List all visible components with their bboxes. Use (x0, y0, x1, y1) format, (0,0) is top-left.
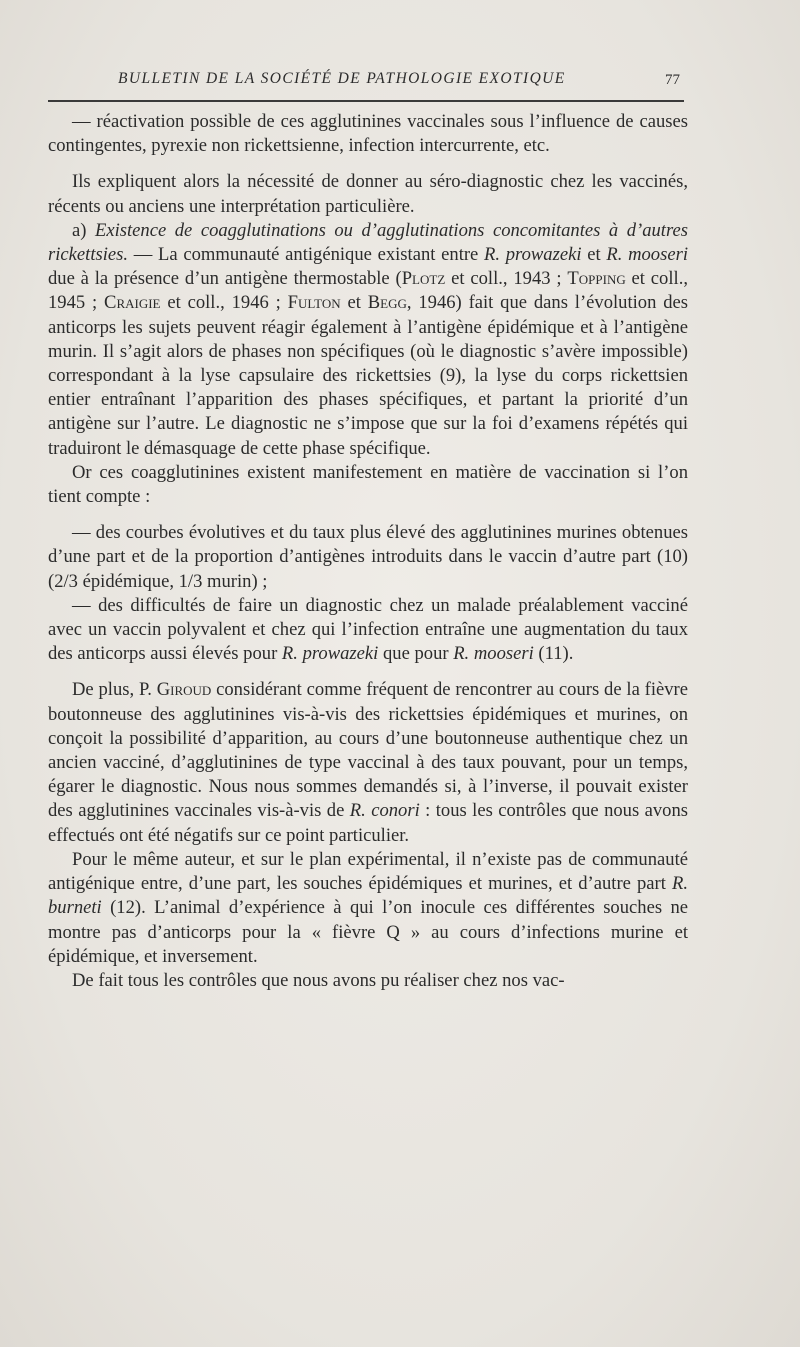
running-title: BULLETIN DE LA SOCIÉTÉ DE PATHOLOGIE EXOTIQUE (118, 70, 566, 87)
text-run: considérant comme fréquent de rencontrer au cours de la fièvre boutonneuse des agglutinines vis-à-vis des rickettsies épidémiques et murines, on conçoit la possibilité d’apparition, au cours d’une boutonneuse authentique chez un ancien vacciné, d’agglutinines de type vaccinal à des taux pouvant, pour un temps, égarer le diagnostic. Nous nous sommes demandés si, à l’inverse, il pouvait exister des agglutinines vaccinales vis-à-vis de (48, 679, 688, 822)
text-run: (12). L’animal d’expérience à qui l’on inocule ces différentes souches ne montre pas d’anticorps pour la « fièvre Q » au cours d’infections murine et épidémique, et inversement. (48, 897, 688, 967)
paragraph-controles (48, 969, 688, 993)
italic-text: R. prowazeki (484, 244, 582, 266)
text-run: et coll., 1946 ; (160, 292, 288, 314)
paragraph-experimental (48, 848, 688, 969)
text-run: Pour le même auteur, et sur le plan expérimental, il n’existe pas de communauté antigénique entre, d’une part, les souches épidémiques et murines, et d’autre part (48, 848, 688, 895)
text-run: : tous les contrôles que nous avons effectués ont été négatifs sur ce point particulier. (48, 800, 688, 846)
text-run: et coll., 1943 ; (445, 268, 568, 290)
paragraph-vaccination (48, 461, 688, 509)
author-name: Begg (367, 292, 407, 314)
italic-text: Existence de coagglutinations ou d’agglutinations concomitantes à d’autres rickettsies. (48, 219, 688, 266)
author-name: Topping (567, 268, 626, 290)
text-run: — des courbes évolutives et du taux plus élevé des agglutinines murines obtenues d’une part et de la proportion d’antigènes introduits dans le vaccin d’autre part (10) (2/3 épidémique, 1/3 murin) ; (48, 522, 688, 592)
paragraph-reactivation (48, 110, 688, 158)
page-number: 77 (665, 72, 680, 88)
text-run: — réactivation possible de ces agglutinines vaccinales sous l’influence de causes contingentes, pyrexie non rickettsienne, infection intercurrente, etc. (48, 111, 688, 157)
italic-text: R. burneti (48, 873, 688, 919)
text-run: (11). (533, 643, 574, 665)
author-name: Plotz (401, 268, 446, 290)
text-run: Or ces coagglutinines existent manifestement en matière de vaccination si l’on tient compte : (48, 461, 688, 508)
author-name: Giroud (156, 679, 212, 701)
italic-text: R. mooseri (453, 643, 534, 665)
text-run: De fait tous les contrôles que nous avons pu réaliser chez nos vac- (72, 969, 565, 991)
text-run: — La communauté antigénique existant entre (128, 244, 485, 266)
italic-text: R. prowazeki (281, 643, 379, 665)
author-name: Craigie (104, 292, 161, 314)
text-run: — des difficultés de faire un diagnostic chez un malade préalablement vacciné avec un vaccin polyvalent et chez qui l’infection entraîne une augmentation du taux des anticorps aussi élevés pour (48, 594, 688, 665)
paragraph-coagglutinations (48, 219, 688, 461)
italic-text: R. mooseri (606, 244, 688, 266)
text-run: et coll., 1945 ; (48, 268, 688, 314)
paragraph-interpretation (48, 170, 688, 218)
text-run: De plus, P. (72, 679, 157, 701)
italic-text: R. conori (349, 800, 420, 822)
text-run: a) (72, 219, 95, 241)
paragraph-difficultes (48, 594, 688, 667)
text-run: et (340, 292, 368, 314)
body-text (48, 110, 688, 993)
text-run: due à la présence d’un antigène thermostable ( (48, 268, 402, 290)
author-name: Fulton (287, 292, 341, 314)
header-rule (48, 100, 684, 102)
text-run: Ils expliquent alors la nécessité de donner au séro-diagnostic chez les vaccinés, récents ou anciens une interprétation particulière. (48, 171, 688, 217)
text-run: , 1946) fait que dans l’évolution des anticorps les sujets peuvent réagir également à l’antigène épidémique et à l’antigène murin. Il s’agit alors de phases non spécifiques (où le diagnostic s’avère impossible) correspondant à la lyse capsulaire des rickettsies (9), la lyse du corps rickettsien entier entraînant l’apparition des phases spécifiques, et partant la priorité d’un antigène sur l’autre. Le diagnostic ne s’impose que sur la foi d’examens répétés qui traduiront le démasquage de cette phase spécifique. (48, 292, 689, 459)
paragraph-giroud (48, 678, 688, 847)
paragraph-courbes (48, 521, 688, 594)
page-header (48, 68, 688, 94)
text-run: que pour (378, 643, 454, 665)
text-run: et (581, 244, 607, 266)
